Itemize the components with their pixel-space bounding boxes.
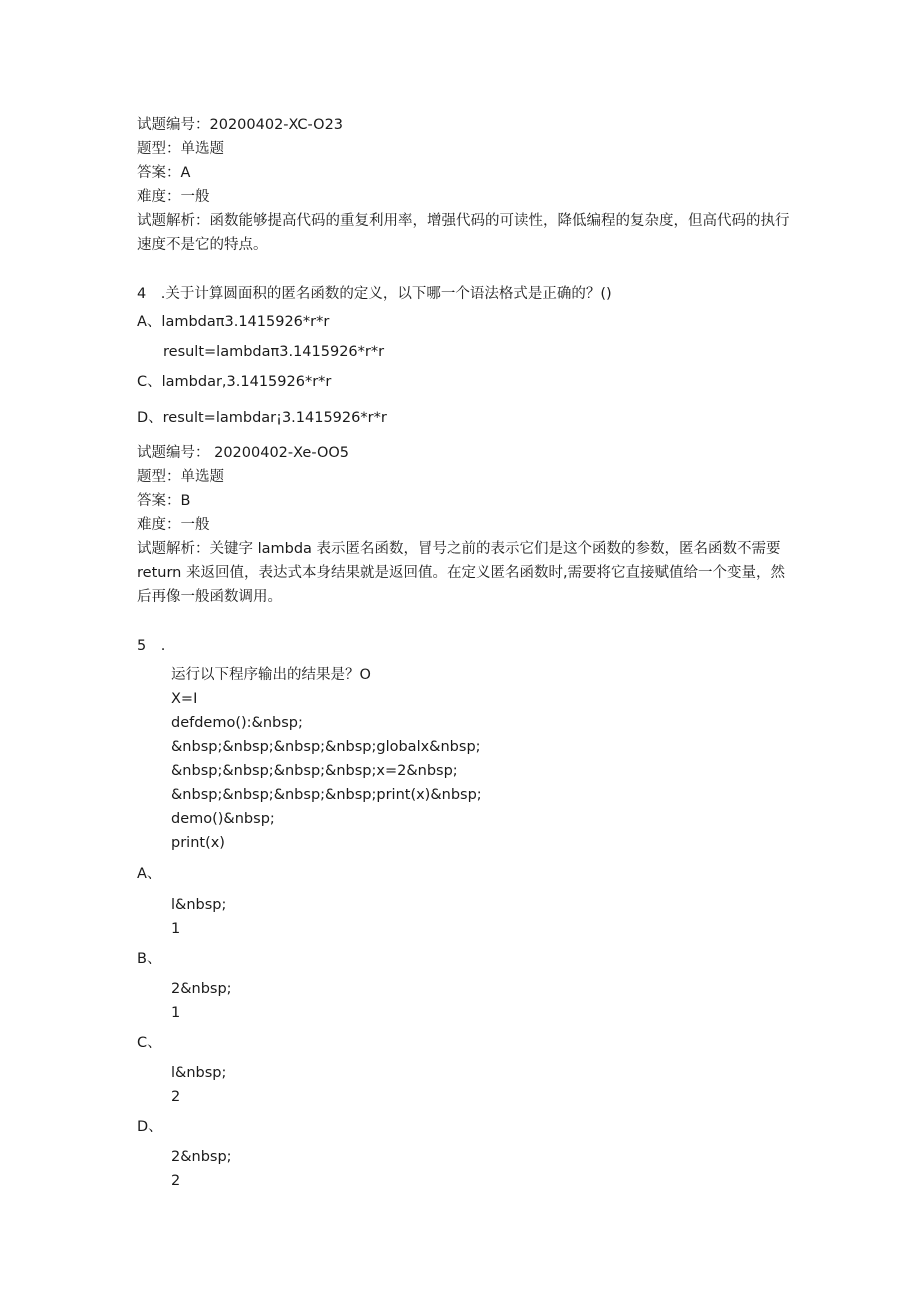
question-5-option-c-value: [137, 1061, 790, 1109]
question-answer: 答案：B: [137, 493, 191, 509]
question-4-option-d: [137, 406, 790, 430]
question-4-option-c: [137, 370, 790, 394]
question-analysis: 试题解析：函数能够提高代码的重复利用率，增强代码的可读性，降低编程的复杂度，但高代码的执行速度不是它的特点。: [137, 213, 790, 253]
question-5-option-a: [137, 862, 790, 886]
question-analysis: 试题解析：关键字 lambda 表示匿名函数，冒号之前的表示它们是这个函数的参数，匿名函数不需要 return 来返回值，表达式本身结果就是返回值。在定义匿名函数时,需要将它直接赋值给一个变量，然后再像一般函数调用。: [137, 541, 786, 605]
question-4-option-a: [137, 310, 790, 334]
option-a: A、lambdaπ3.1415926*r*r: [137, 314, 330, 330]
question-difficulty: 难度：一般: [137, 189, 210, 205]
question-5-option-d-value: [137, 1145, 790, 1193]
question-5-option-a-value: [137, 893, 790, 941]
question-5-option-d: [137, 1115, 790, 1139]
option-d: D、result=lambdar¡3.1415926*r*r: [137, 410, 387, 426]
question-type: 题型：单选题: [137, 141, 224, 157]
option-line: l&nbsp;: [171, 897, 227, 913]
question-stem: 4 .关于计算圆面积的匿名函数的定义，以下哪一个语法格式是正确的？(): [137, 286, 612, 302]
question-answer: 答案：A: [137, 165, 191, 181]
question-5-option-b-value: [137, 977, 790, 1025]
option-line: l&nbsp;: [171, 1065, 227, 1081]
question-number: 5 .: [137, 638, 166, 654]
code-line: X=I: [171, 691, 198, 707]
question-5-option-c: [137, 1031, 790, 1055]
option-label: A、: [137, 866, 162, 882]
question-5-code: [137, 663, 790, 855]
option-line: 1: [171, 1005, 181, 1021]
option-label: D、: [137, 1119, 163, 1135]
code-line: &nbsp;&nbsp;&nbsp;&nbsp;print(x)&nbsp;: [171, 787, 482, 803]
option-line: 2: [171, 1173, 181, 1189]
question-difficulty: 难度：一般: [137, 517, 210, 533]
question-id: 试题编号：20200402-XC-O23: [137, 117, 344, 133]
option-line: 1: [171, 921, 181, 937]
question-5: [137, 634, 790, 658]
option-c: C、lambdar,3.1415926*r*r: [137, 374, 332, 390]
code-line: &nbsp;&nbsp;&nbsp;&nbsp;x=2&nbsp;: [171, 763, 458, 779]
option-line: 2: [171, 1089, 181, 1105]
option-b: result=lambdaπ3.1415926*r*r: [163, 344, 385, 360]
code-line: print(x): [171, 835, 225, 851]
question-4: [137, 282, 790, 306]
question-meta-2: [137, 441, 790, 609]
question-id: 试题编号： 20200402-Xe-OO5: [137, 445, 350, 461]
question-4-option-b: [137, 340, 790, 364]
question-type: 题型：单选题: [137, 469, 224, 485]
code-line: defdemo():&nbsp;: [171, 715, 303, 731]
option-label: C、: [137, 1035, 162, 1051]
option-line: 2&nbsp;: [171, 1149, 232, 1165]
option-line: 2&nbsp;: [171, 981, 232, 997]
question-meta-1: [137, 113, 790, 257]
question-5-option-b: [137, 947, 790, 971]
code-line: &nbsp;&nbsp;&nbsp;&nbsp;globalx&nbsp;: [171, 739, 481, 755]
code-line: 运行以下程序输出的结果是？O: [171, 667, 371, 683]
code-line: demo()&nbsp;: [171, 811, 275, 827]
option-label: B、: [137, 951, 162, 967]
